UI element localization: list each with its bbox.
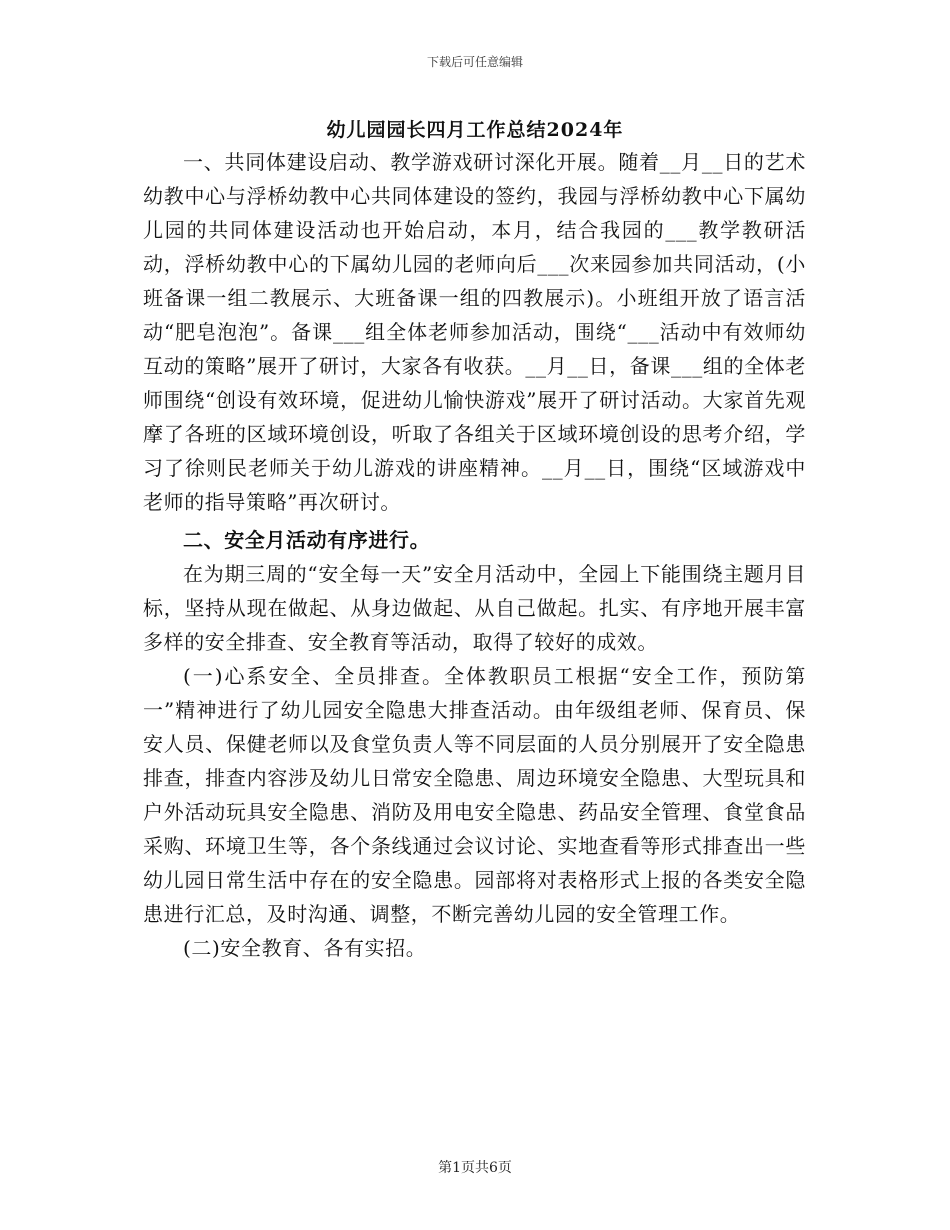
paragraph-safety-education: (二)安全教育、各有实招。 — [183, 936, 427, 960]
section-heading-safety-month: 二、安全月活动有序进行。 — [183, 528, 431, 552]
paragraph-community-building: 一、共同体建设启动、教学游戏研讨深化开展。随着__月__日的艺术幼教中心与浮桥幼教中心共同体建设的签约，我园与浮桥幼教中心下属幼儿园的共同体建设活动也开始启动，本月，结合我园的___教学教研活动，浮桥幼教中心的下属幼儿园的老师向后___次来园参加共同活动，(小班备课一组二教展示、大班备课一组的四教展示)。小班组开放了语言活动“肥皂泡泡”。备课___组全体老师参加活动，围绕“___活动中有效师幼互动的策略”展开了研讨，大家各有收获。__月__日，备课___组的全体老师围绕“创设有效环境，促进幼儿愉快游戏”展开了研讨活动。大家首先观摩了各班的区域环境创设，听取了各组关于区域环境创设的思考介绍，学习了徐则民老师关于幼儿游戏的讲座精神。__月__日，围绕“区域游戏中老师的指导策略”再次研讨。 — [143, 150, 806, 514]
paragraph-safety-inspection: (一)心系安全、全员排查。全体教职员工根据“安全工作，预防第一”精神进行了幼儿园安全隐患大排查活动。由年级组老师、保育员、保安人员、保健老师以及食堂负责人等不同层面的人员分别展开了安全隐患排查，排查内容涉及幼儿日常安全隐患、周边环境安全隐患、大型玩具和户外活动玩具安全隐患、消防及用电安全隐患、药品安全管理、食堂食品采购、环境卫生等，各个条线通过会议讨论、实地查看等形式排查出一些幼儿园日常生活中存在的安全隐患。园部将对表格形式上报的各类安全隐患进行汇总，及时沟通、调整，不断完善幼儿园的安全管理工作。 — [143, 664, 806, 926]
paragraph-safety-month-intro: 在为期三周的“安全每一天”安全月活动中，全园上下能围绕主题月目标，坚持从现在做起、从身边做起、从自己做起。扎实、有序地开展丰富多样的安全排查、安全教育等活动，取得了较好的成效。 — [143, 562, 806, 654]
header-note: 下载后可任意编辑 — [426, 55, 523, 69]
page-number: 第1页共6页 — [438, 1160, 512, 1176]
document-title: 幼儿园园长四月工作总结2024年 — [326, 119, 624, 141]
document-body — [143, 145, 806, 965]
